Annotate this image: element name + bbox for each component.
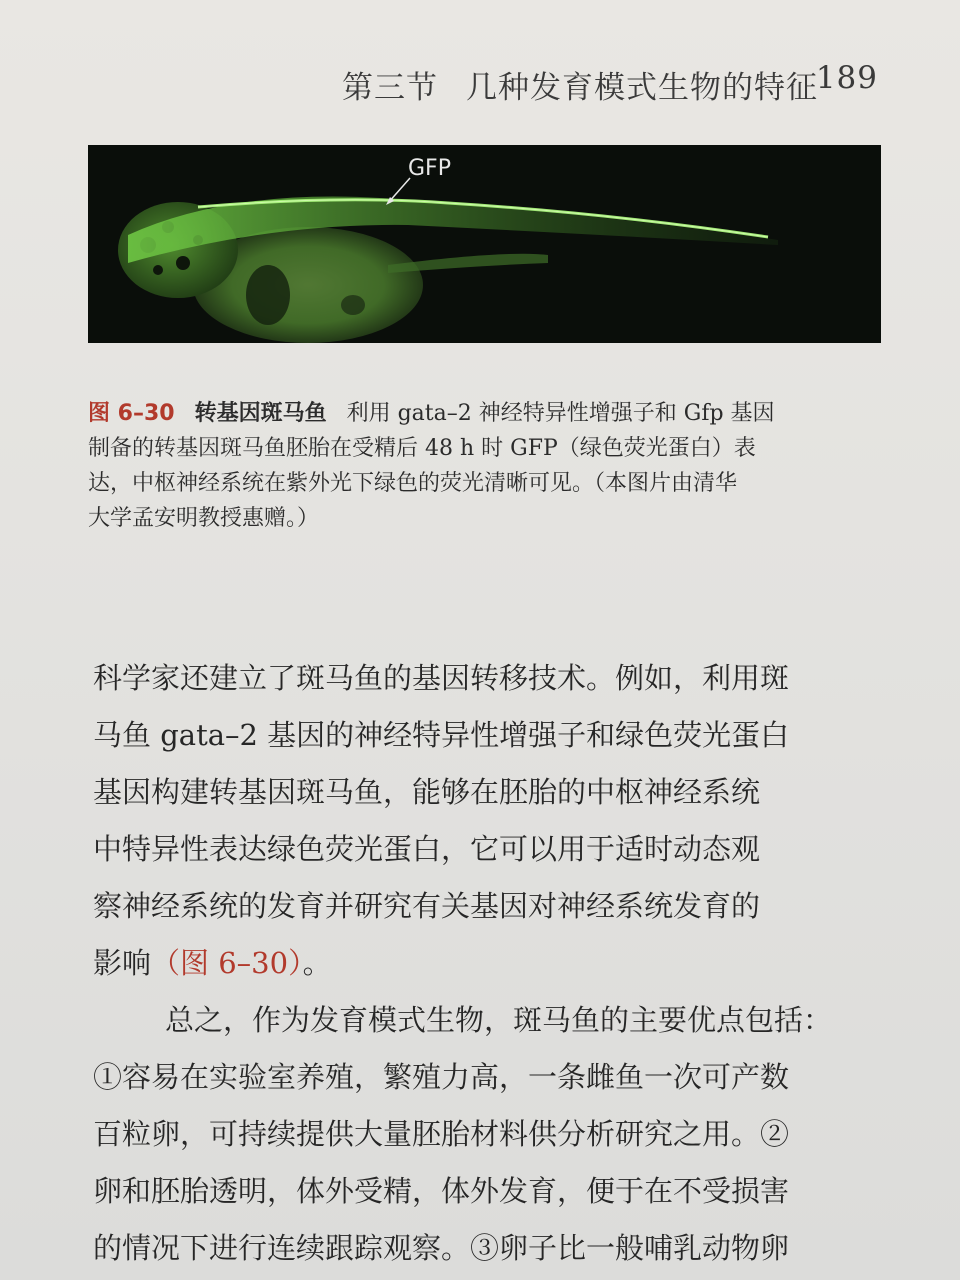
body-line: 察神经系统的发育并研究有关基因对神经系统发育的 xyxy=(93,889,761,923)
running-header xyxy=(330,58,890,106)
body-text xyxy=(93,650,893,1277)
body-line: 马鱼 gata–2 基因的神经特异性增强子和绿色荧光蛋白 xyxy=(93,718,790,752)
body-line: 的情况下进行连续跟踪观察。③卵子比一般哺乳动物卵 xyxy=(93,1231,790,1265)
body-text-span: 。 xyxy=(302,946,332,980)
caption-line-4: 大学孟安明教授惠赠。） xyxy=(88,506,320,531)
body-text-span: 影响 xyxy=(93,946,152,980)
body-line: 科学家还建立了斑马鱼的基因转移技术。例如，利用斑 xyxy=(93,661,790,695)
body-line xyxy=(93,935,893,992)
zebrafish-gfp-figure xyxy=(88,145,881,343)
chapter-title: 几种发育模式生物的特征 xyxy=(466,70,818,106)
body-line: 总之，作为发育模式生物，斑马鱼的主要优点包括： xyxy=(165,1003,833,1037)
figure-caption xyxy=(88,396,888,536)
page-number: 189 xyxy=(815,60,878,96)
caption-line-2: 制备的转基因斑马鱼胚胎在受精后 48 h 时 GFP（绿色荧光蛋白）表 xyxy=(88,436,756,461)
body-line: 中特异性表达绿色荧光蛋白，它可以用于适时动态观 xyxy=(93,832,761,866)
figure-number: 图 6–30 xyxy=(88,401,175,426)
figure-reference-link: （图 6–30） xyxy=(151,946,303,980)
gfp-label: GFP xyxy=(408,156,451,181)
caption-line-1 xyxy=(88,396,888,431)
body-line: 基因构建转基因斑马鱼，能够在胚胎的中枢神经系统 xyxy=(93,775,761,809)
caption-line-3: 达，中枢神经系统在紫外光下绿色的荧光清晰可见。（本图片由清华 xyxy=(88,471,738,496)
zebrafish-image xyxy=(88,145,881,343)
body-line: ①容易在实验室养殖，繁殖力高，一条雌鱼一次可产数 xyxy=(93,1060,790,1094)
caption-text-1: 利用 gata–2 神经特异性增强子和 Gfp 基因 xyxy=(346,401,775,426)
body-line: 卵和胚胎透明，体外受精，体外发育，便于在不受损害 xyxy=(93,1174,790,1208)
figure-title: 转基因斑马鱼 xyxy=(194,401,327,426)
body-line: 百粒卵，可持续提供大量胚胎材料供分析研究之用。② xyxy=(93,1117,790,1151)
section-label: 第三节 xyxy=(342,70,438,106)
